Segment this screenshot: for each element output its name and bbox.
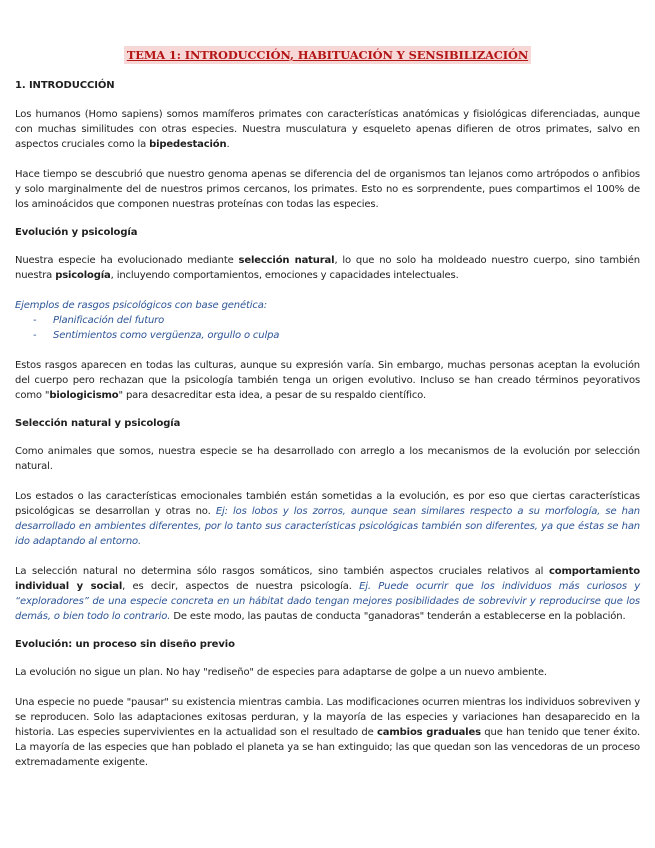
subheading-evolucion-psicologia: Evolución y psicología (15, 227, 138, 238)
p3-text-e: , incluyendo comportamientos, emociones y capacidades intelectuales. (110, 270, 459, 281)
p9-bold-term: cambios graduales (377, 727, 481, 738)
p3-bold-term-1: selección natural (238, 255, 335, 266)
p9-text-a: Una especie no puede "pausar" su existencia mientras cambia. Las modificaciones ocurren mientras los individuos sobreviven y se reproducen. Solo las adaptaciones exitosas perduran, y la mayoría de las especies y variaciones han desaparecido en la historia. Las especies supervivientes en la actualidad son el resultado de (15, 697, 640, 738)
p7-example: Ej. Puede ocurrir que los individuos más curiosos y “exploradores” de una especie concreta en un hábitat dado tengan mejores posibilidades de sobrevivir y reproducirse que los demás, o bien todo lo contrario. (15, 581, 640, 622)
document-title: TEMA 1: INTRODUCCIÓN, HABITUACIÓN Y SENSIBILIZACIÓN (124, 46, 531, 64)
examples-label: Ejemplos de rasgos psicológicos con base genética: (15, 300, 267, 311)
p3-bold-term-2: psicología (55, 270, 111, 281)
paragraph-3 (15, 253, 640, 283)
paragraph-2: Hace tiempo se descubrió que nuestro genoma apenas se diferencia del de organismos tan lejanos como artrópodos o anfibios y solo marginalmente del de nuestros primos cercanos, los primates. Esto no es sorprendente, pues compartimos el 100% de los aminoácidos que componen nuestras proteínas con todas las especies. (15, 169, 640, 210)
p9-text-c: que han tenido que tener éxito. La mayoría de las especies que han poblado el planeta ya se han extinguido; las que quedan son las vencedoras de un proceso extremadamente exigente. (15, 727, 641, 768)
subheading-evolucion-sin-diseno: Evolución: un proceso sin diseño previo (15, 639, 235, 650)
paragraph-7 (15, 564, 640, 624)
p7-bold-term: comportamiento individual y social (15, 566, 640, 592)
p1-bold-term: bipedestación (149, 139, 227, 150)
p7-text-c: , es decir, aspectos de nuestra psicología. (122, 581, 360, 592)
p7-text-e: De este modo, las pautas de conducta "ganadoras" tenderán a establecerse en la población. (170, 611, 626, 622)
list-item (33, 313, 640, 328)
paragraph-6 (15, 489, 640, 549)
p3-text-a: Nuestra especie ha evolucionado mediante (15, 255, 239, 266)
paragraph-9 (15, 695, 640, 770)
p1-text-a: Los humanos (Homo sapiens) somos mamíferos primates con características anatómicas y fisiológicas diferenciadas, aunque con muchas similitudes con otras especies. Nuestra musculatura y esqueleto apenas difieren de otros primates, salvo en aspectos cruciales como la (15, 109, 640, 150)
paragraph-5: Como animales que somos, nuestra especie se ha desarrollado con arreglo a los mecanismos de la evolución por selección natural. (15, 446, 640, 472)
examples-list (15, 313, 640, 343)
title-wrap (15, 44, 640, 64)
p6-text-a: Los estados o las características emocionales también están sometidas a la evolución, es por eso que ciertas características psicológicas se desarrollan y otras no. (15, 491, 640, 517)
list-dash: - (33, 330, 37, 341)
list-item (33, 328, 640, 343)
paragraph-1 (15, 107, 640, 152)
p7-text-a: La selección natural no determina sólo rasgos somáticos, sino también aspectos cruciales relativos al (15, 566, 549, 577)
list-item-text: Sentimientos como vergüenza, orgullo o culpa (53, 330, 280, 341)
paragraph-4 (15, 358, 640, 403)
p4-text-c: " para desacreditar esta idea, a pesar de su respaldo científico. (118, 390, 426, 401)
p1-text-c: . (226, 139, 230, 150)
p6-example: Ej: los lobos y los zorros, aunque sean similares respecto a su morfología, se han desarrollado en ambientes diferentes, por lo tanto sus características psicológicas también son diferentes, ya que éstas se han ido adaptando al entorno. (15, 506, 640, 547)
subheading-seleccion-natural: Selección natural y psicología (15, 418, 181, 429)
p3-text-c: , lo que no solo ha moldeado nuestro cuerpo, sino también nuestra (15, 255, 640, 281)
p4-text-a: Estos rasgos aparecen en todas las culturas, aunque su expresión varía. Sin embargo, muchas personas aceptan la evolución del cuerpo pero rechazan que la psicología también tenga un origen evolutivo. Incluso se han creado términos peyorativos como " (15, 360, 640, 401)
list-item-text: Planificación del futuro (53, 315, 165, 326)
section-heading-introduccion: 1. INTRODUCCIÓN (15, 80, 115, 91)
list-dash: - (33, 315, 37, 326)
paragraph-8: La evolución no sigue un plan. No hay "rediseño" de especies para adaptarse de golpe a un nuevo ambiente. (15, 667, 547, 678)
p4-bold-term: biologicismo (49, 390, 119, 401)
